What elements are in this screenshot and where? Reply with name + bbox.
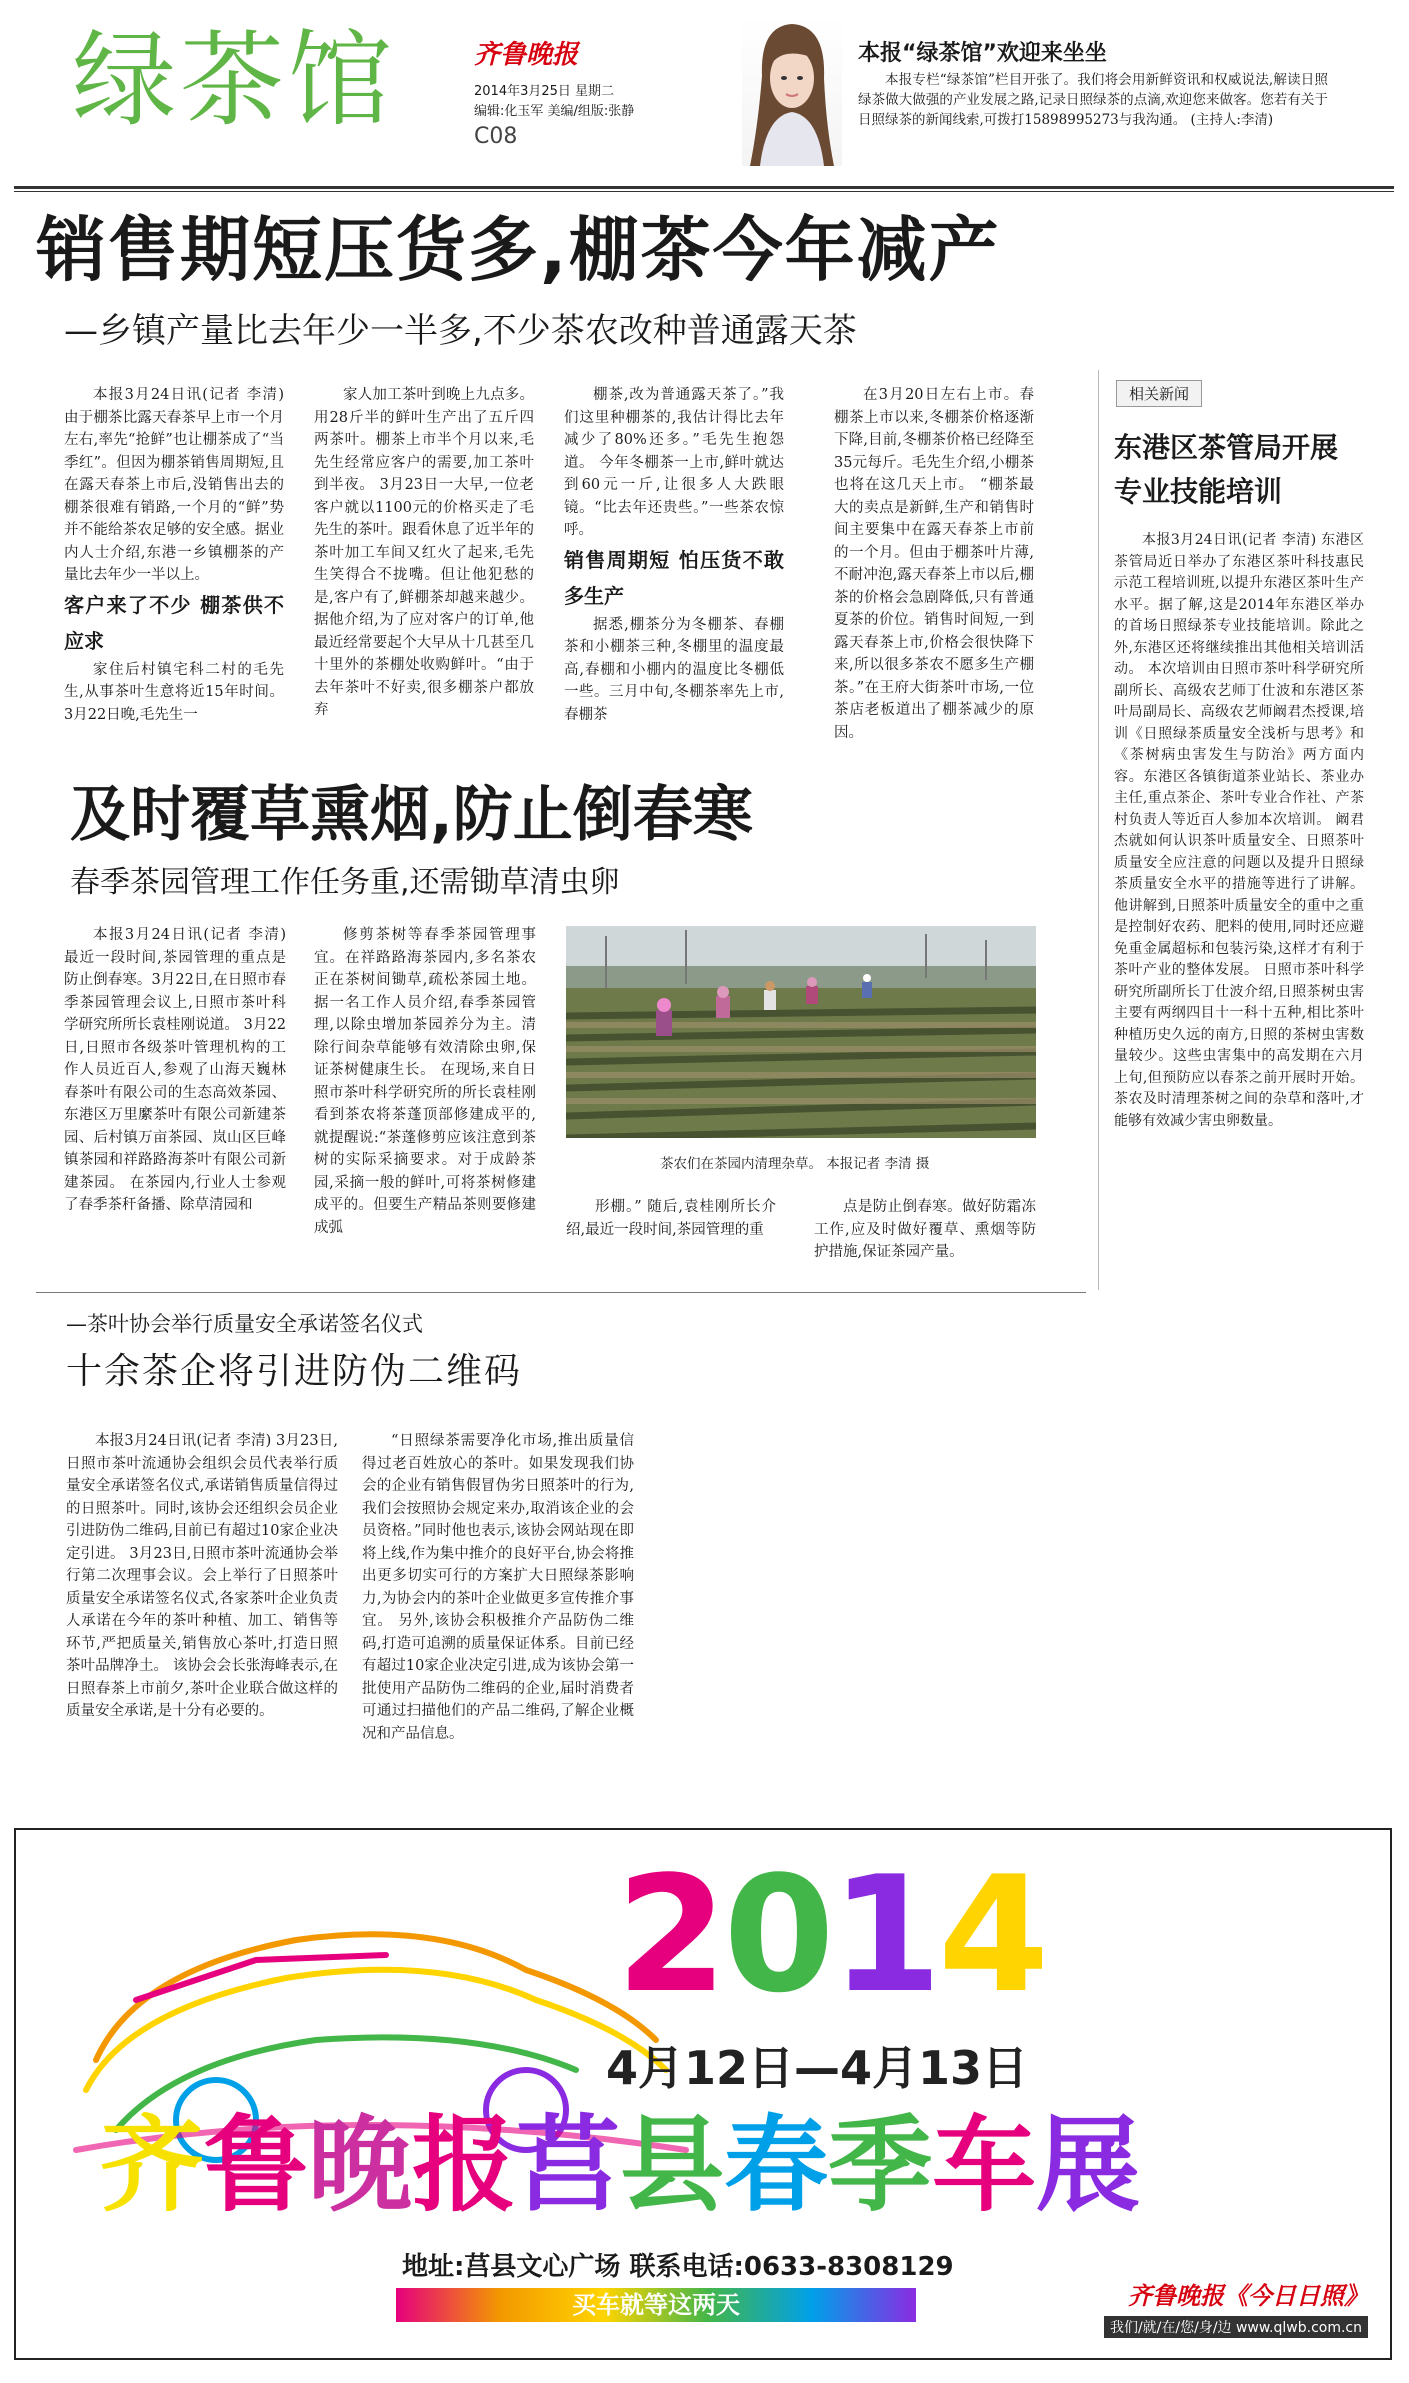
article2-subhead: 春季茶园管理工作任务重,还需锄草清虫卵 (70, 865, 620, 900)
article2-headline: 及时覆草熏烟,防止倒春寒 (70, 780, 753, 850)
ad-address: 地址:莒县文心广场 联系电话:0633-8308129 (402, 2252, 954, 2282)
article1-col2: 家人加工茶叶到晚上九点多。用28斤半的鲜叶生产出了五斤四两茶叶。棚茶上市半个月以来,毛先生经常应客户的需要,加工茶叶到半夜。 3月23日一大早,一位老客户就以1100元的价格买走了毛先生的茶叶。跟看休息了近半年的茶叶加工车间又红火了起来,毛先生笑得合不拢嘴。但让他犯愁的是,客户有了,鲜棚茶却越来越少。 据他介绍,为了应对客户的订单,他最近经常要起个大早从十几甚至几十里外的茶棚处收购鲜叶。“由于去年茶叶不好卖,很多棚茶户都放弃 (314, 387, 534, 718)
photo-caption: 茶农们在茶园内清理杂草。 本报记者 李清 摄 (660, 1156, 930, 1172)
article1-col3: 棚茶,改为普通露天茶了。”我们这里种棚茶的,我估计得比去年减少了80%还多。”毛先生抱怨道。 今年冬棚茶一上市,鲜叶就达到60元一斤,让很多人大跌眼镜。“比去年还贵些。”一些茶农惊呼。 销售周期短 怕压货不敢多生产 据悉,棚茶分为冬棚茶、春棚茶和小棚茶三种,冬棚里的温度最高,春棚和小棚内的温度比冬棚低一些。三月中旬,冬棚茶率先上市,春棚茶 (564, 387, 784, 723)
ad-slogan-banner (396, 2288, 916, 2322)
article3-col1: 本报3月24日讯(记者 李清) 3月23日,日照市茶叶流通协会组织会员代表举行质量安全承诺签名仪式,承诺销售质量信得过的日照茶叶。同时,该协会还组织会员企业引进防伪二维码,目前已有超过10家企业决定引进。 3月23日,日照市茶叶流通协会举行第二次理事会议。会上举行了日照茶叶质量安全承诺签名仪式,各家茶叶企业负责人承诺在今年的茶叶种植、加工、销售等环节,严把质量关,销售放心茶叶,打造日照茶叶品牌净土。 该协会会长张海峰表示,在日照春茶上市前夕,茶叶企业联合做这样的质量安全承诺,是十分有必要的。 (66, 1433, 338, 1719)
welcome-title: 本报“绿茶馆”欢迎来坐坐 (858, 41, 1107, 66)
page-code: C08 (474, 124, 518, 149)
article3-headline: 十余茶企将引进防伪二维码 (66, 1351, 523, 1392)
host-portrait (742, 16, 842, 166)
section-title: 绿茶馆 (72, 19, 397, 141)
editors-line: 编辑:化玉军 美编/组版:张静 (474, 104, 635, 119)
masthead-rule (14, 186, 1394, 189)
sidebar-divider (1098, 370, 1099, 1290)
article2-col2: 修剪茶树等春季茶园管理事宜。在祥路路海茶园内,多名茶农正在茶树间锄草,疏松茶园土地。据一名工作人员介绍,春季茶园管理,以除虫增加茶园养分为主。清除行间杂草能够有效清除虫卵,保证茶树健康生长。 在现场,来自日照市茶叶科学研究所的所长袁桂刚看到茶农将茶蓬顶部修建成平的,就提醒说:“茶蓬修剪应该注意到茶树的实际采摘要求。对于成龄茶园,采摘一般的鲜叶,可将茶树修建成平的。但要生产精品茶则要修建成弧 (314, 927, 536, 1236)
article2-col1: 本报3月24日讯(记者 李清) 最近一段时间,茶园管理的重点是防止倒春寒。3月22日,在日照市春季茶园管理会议上,日照市茶叶科学研究所所长袁桂刚说道。 3月22日,日照市各级茶叶管理机构的工作人员近百人,参观了山海天巍林春茶叶有限公司的生态高效茶园、东港区万里縻茶叶有限公司新建茶园、后村镇万亩茶园、岚山区巨峰镇茶园和祥路路海茶叶有限公司新建茶园。 在茶园内,行业人士参观了春季茶秆备播、除草清园和 (64, 927, 286, 1213)
article1-headline: 销售期短压货多,棚茶今年减产 (36, 209, 1001, 291)
tea-garden-photo (566, 926, 1036, 1138)
ad-logo: 齐鲁晚报《今日日照》 (1128, 2281, 1368, 2310)
car-show-ad (14, 1828, 1392, 2360)
sidebar-body: 本报3月24日讯(记者 李清) 东港区茶管局近日举办了东港区茶叶科技惠民示范工程培训班,以提升东港区茶叶生产水平。据了解,这是2014年东港区举办的首场日照绿茶专业技能培训。除此之外,东港区还将继续推出其他相关培训活动。 本次培训由日照市茶叶科学研究所副所长、高级农艺师丁仕波和东港区茶叶局副局长、高级农艺师阚君杰授课,培训《日照绿茶质量安全浅析与思考》和《茶树病虫害发生与防治》两方面内容。东港区各镇街道茶业站长、茶业办主任,重点茶企、茶叶专业合作社、产茶村负责人等近百人参加本次培训。 阚君杰就如何认识茶叶质量安全、日照茶叶质量安全应注意的问题以及提升日照绿茶质量安全水平的措施等进行了讲解。他讲解到,日照茶叶质量安全的重中之重是控制好农药、肥料的使用,同时还应避免重金属超标和包装污染,这样才有利于茶叶产业的整体发展。 日照市茶叶科学研究所副所长丁仕波介绍,日照茶树虫害主要有两纲四目十一科十五种,相比茶叶种植历史久远的南方,日照的茶树虫害数量较少。这些虫害集中的高发期在六月上旬,但预防应以春茶之前开展时开始。茶农及时清理茶树之间的杂草和落叶,才能够有效减少害虫卵数量。 (1114, 532, 1364, 1129)
paper-logo: 齐鲁晚报 (474, 40, 579, 70)
welcome-text: 本报专栏“绿茶馆”栏目开张了。我们将会用新鲜资讯和权威说法,解读日照绿茶做大做强的产业发展之路,记录日照绿茶的点滴,欢迎您来做客。您若有关于日照绿茶的新闻线索,可拨打15898995273与我沟通。 (主持人:李清) (858, 72, 1328, 128)
article1-col1: 本报3月24日讯(记者 李清) 由于棚茶比露天春茶早上市一个月左右,率先“抢鲜”也让棚茶成了“当季红”。但因为棚茶销售周期短,且在露天春茶上市后,没销售出去的棚茶很难有销路,一个月的“鲜”势并不能给茶农足够的安全感。据业内人士介绍,东港一乡镇棚茶的产量比去年少一半以上。 客户来了不少 棚茶供不应求 家住后村镇宅科二村的毛先生,从事茶叶生意将近15年时间。3月22日晚,毛先生一 (64, 387, 284, 723)
ad-dates: 4月12日—4月13日 (606, 2041, 1029, 2095)
article1-col4: 在3月20日左右上市。春棚茶上市以来,冬棚茶价格逐渐下降,目前,冬棚茶价格已经降至35元每斤。毛先生介绍,小棚茶也将在这几天上市。 “棚茶最大的卖点是新鲜,生产和销售时间主要集中在露天春茶上市前的一个月。但由于棚茶叶片薄,不耐冲泡,露天春茶上市以后,棚茶的价格会急剧降低,只有普通夏茶的价位。销售时间短,一到露天春茶上市,价格会很快降下来,所以很多茶农不愿多生产棚茶。”在王府大街茶叶市场,一位茶店老板道出了棚茶减少的原因。 (834, 387, 1034, 741)
article2-col3: 形棚。” 随后,袁桂刚所长介绍,最近一段时间,茶园管理的重 (566, 1199, 776, 1238)
article2-bottom-rule (36, 1292, 1086, 1293)
article1-subhead: —乡镇产量比去年少一半多,不少茶农改种普通露天茶 (64, 311, 857, 351)
ad-year: 2014 (616, 1841, 1046, 2028)
sidebar-tag: 相关新闻 (1116, 380, 1202, 407)
ad-slogan: 买车就等这两天 (572, 2291, 740, 2319)
article3-col2: “日照绿茶需要净化市场,推出质量信得过老百姓放心的茶叶。如果发现我们协会的企业有销售假冒伪劣日照茶叶的行为,我们会按照协会规定来办,取消该企业的会员资格。”同时他也表示,该协会网站现在即将上线,作为集中推介的良好平台,协会将推出更多切实可行的方案扩大日照绿茶影响力,为协会内的茶叶企业做更多宣传推介事宜。 另外,该协会积极推介产品防伪二维码,打造可追溯的质量保证体系。目前已经有超过10家企业决定引进,成为该协会第一批使用产品防伪二维码的企业,届时消费者可通过扫描他们的产品二维码,了解企业概况和产品信息。 (362, 1433, 634, 1742)
masthead-rule-thin (14, 191, 1394, 192)
article2-col4: 点是防止倒春寒。做好防霜冻工作,应及时做好覆草、熏烟等防护措施,保证茶园产量。 (814, 1199, 1036, 1260)
sidebar-headline: 东港区茶管局开展专业技能培训 (1114, 431, 1339, 508)
article3-kicker: —茶叶协会举行质量安全承诺签名仪式 (66, 1312, 423, 1336)
date-line: 2014年3月25日 星期二 (474, 84, 615, 99)
ad-title: 齐鲁晚报莒县春季车展 (100, 2104, 1141, 2226)
ad-web: 我们/就/在/您/身/边 www.qlwb.com.cn (1104, 2316, 1368, 2338)
